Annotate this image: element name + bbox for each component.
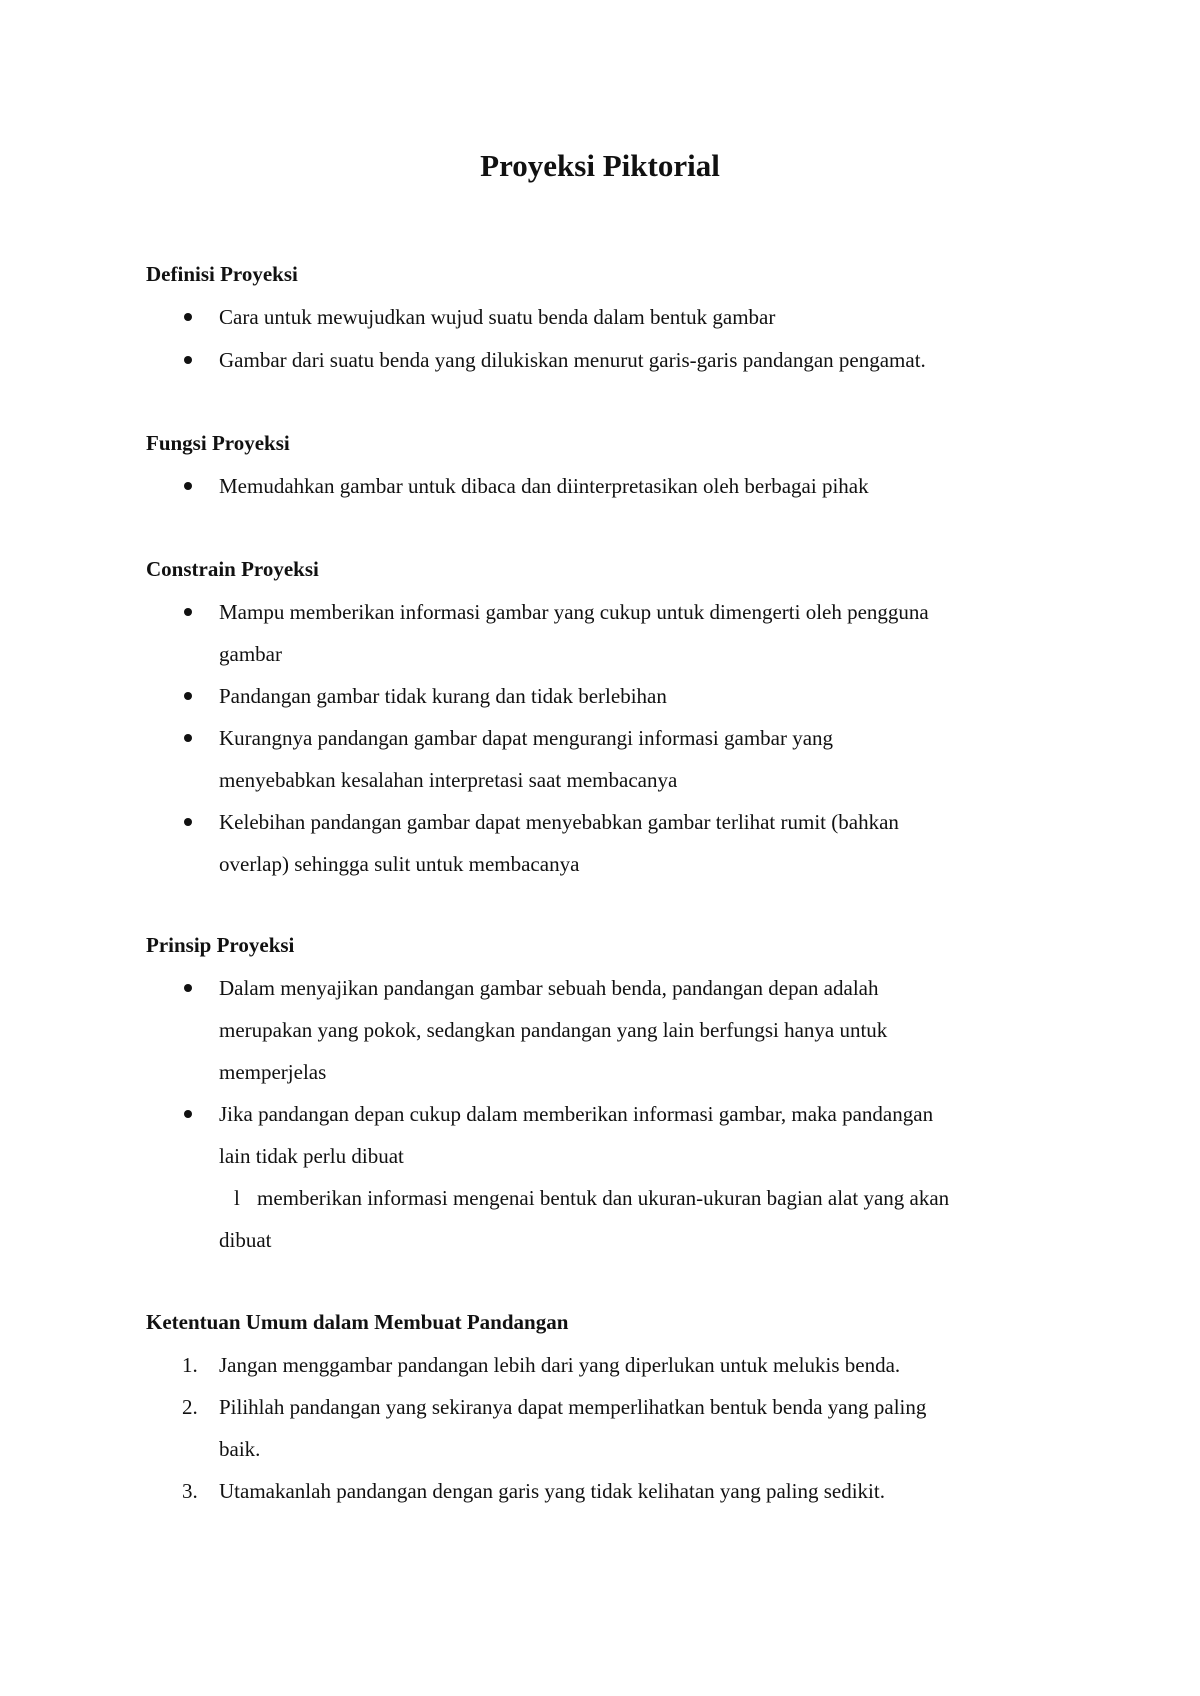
list-item-text: Pandangan gambar tidak kurang dan tidak berlebihan	[219, 684, 667, 708]
sub-item-text: memberikan informasi mengenai bentuk dan ukuran-ukuran bagian alat yang akan	[257, 1186, 950, 1210]
bullet-icon	[184, 356, 192, 364]
bullet-icon	[184, 1110, 192, 1118]
ordered-item-text: baik.	[219, 1437, 261, 1461]
sub-item-text: dibuat	[219, 1228, 272, 1252]
list-item-text: Gambar dari suatu benda yang dilukiskan menurut garis-garis pandangan pengamat.	[219, 348, 926, 372]
bullet-icon	[184, 734, 192, 742]
list-item-text: Kurangnya pandangan gambar dapat mengurangi informasi gambar yang	[219, 726, 834, 750]
list-item-text: lain tidak perlu dibuat	[219, 1144, 404, 1168]
list-item-text: Cara untuk mewujudkan wujud suatu benda dalam bentuk gambar	[219, 305, 776, 329]
list-item-text: Dalam menyajikan pandangan gambar sebuah benda, pandangan depan adalah	[219, 976, 879, 1000]
list-item-text: Memudahkan gambar untuk dibaca dan diinterpretasikan oleh berbagai pihak	[219, 474, 869, 498]
section-heading-ketentuan: Ketentuan Umum dalam Membuat Pandangan	[146, 1310, 569, 1334]
list-number: 1.	[182, 1353, 198, 1377]
ordered-item-text: Utamakanlah pandangan dengan garis yang tidak kelihatan yang paling sedikit.	[219, 1479, 885, 1503]
ordered-item-text: Pilihlah pandangan yang sekiranya dapat memperlihatkan bentuk benda yang paling	[219, 1395, 927, 1419]
bullet-icon	[184, 482, 192, 490]
list-item-text: Mampu memberikan informasi gambar yang cukup untuk dimengerti oleh pengguna	[219, 600, 929, 624]
bullet-icon	[184, 608, 192, 616]
list-item-text: Kelebihan pandangan gambar dapat menyebabkan gambar terlihat rumit (bahkan	[219, 810, 899, 834]
bullet-icon	[184, 818, 192, 826]
section-heading-definisi: Definisi Proyeksi	[146, 262, 298, 286]
list-number: 2.	[182, 1395, 198, 1419]
list-item-text: memperjelas	[219, 1060, 327, 1084]
document-title: Proyeksi Piktorial	[480, 148, 720, 183]
section-heading-prinsip: Prinsip Proyeksi	[146, 933, 295, 957]
list-item-text: gambar	[219, 642, 282, 666]
list-item-text: Jika pandangan depan cukup dalam memberikan informasi gambar, maka pandangan	[219, 1102, 934, 1126]
section-heading-constrain: Constrain Proyeksi	[146, 557, 319, 581]
list-item-text: menyebabkan kesalahan interpretasi saat membacanya	[219, 768, 678, 792]
ordered-item-text: Jangan menggambar pandangan lebih dari yang diperlukan untuk melukis benda.	[219, 1353, 901, 1377]
section-heading-fungsi: Fungsi Proyeksi	[146, 431, 290, 455]
list-item-text: merupakan yang pokok, sedangkan pandangan yang lain berfungsi hanya untuk	[219, 1018, 888, 1042]
list-item-text: overlap) sehingga sulit untuk membacanya	[219, 852, 580, 876]
bullet-icon	[184, 692, 192, 700]
bullet-icon	[184, 984, 192, 992]
bullet-icon	[184, 313, 192, 321]
list-number: 3.	[182, 1479, 198, 1503]
sub-item-marker: l	[234, 1186, 240, 1210]
